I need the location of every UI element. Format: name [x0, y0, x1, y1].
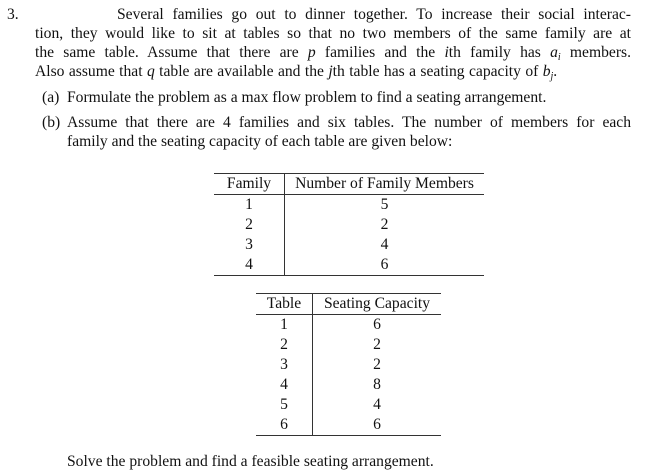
text: Also assume that: [35, 63, 147, 80]
header-family: Family: [214, 174, 285, 195]
cell: 6: [380, 256, 389, 273]
text: families and the: [315, 44, 445, 61]
part-b-line-1: Assume that there are 4 families and six tables. The number of members for each: [67, 114, 631, 131]
table-row: [256, 395, 441, 415]
part-a-text: Formulate the problem as a max flow problem to find a seating arrangement.: [67, 89, 547, 106]
cell: 4: [373, 396, 381, 413]
text: th table has a seating capacity of: [332, 63, 543, 80]
part-b-label: (b): [42, 114, 61, 131]
cell: 2: [256, 335, 313, 355]
text: the same table. Assume that there are: [35, 44, 308, 61]
seating-table: [256, 293, 441, 436]
problem-number: 3.: [7, 6, 19, 23]
cell: 2: [380, 216, 389, 233]
math-a: a: [550, 44, 558, 61]
problem-line-4: [35, 62, 557, 81]
families-table: [214, 173, 484, 276]
table-row: [256, 375, 441, 395]
table-row: [214, 255, 484, 276]
text: members.: [560, 44, 631, 61]
cell: 5: [380, 196, 389, 213]
header-table: Table: [256, 294, 313, 315]
math-p: p: [307, 44, 316, 61]
table-row: [214, 215, 484, 235]
table-row: [214, 195, 484, 216]
math-j: j: [328, 63, 333, 80]
cell: 1: [214, 195, 285, 216]
problem-line-1: Several families go out to dinner together. To increase their social interac-: [117, 6, 631, 23]
table-row: [256, 355, 441, 375]
cell: 3: [256, 355, 313, 375]
cell: 4: [214, 255, 285, 276]
table-header-row: [256, 294, 441, 315]
table-row: [256, 335, 441, 355]
table-row: [214, 235, 484, 255]
table-row: [256, 315, 441, 336]
math-q: q: [146, 63, 155, 80]
math-i: i: [444, 44, 449, 61]
text: table are available and the: [154, 63, 329, 80]
math-b: b: [542, 63, 551, 80]
cell: 3: [214, 235, 285, 255]
table-header-row: [214, 174, 484, 195]
cell: 6: [256, 415, 313, 436]
header-capacity: Seating Capacity: [313, 294, 442, 315]
part-b-line-2: family and the seating capacity of each table are given below:: [67, 133, 453, 150]
cell: 4: [380, 236, 389, 253]
cell: 8: [373, 376, 381, 393]
cell: 5: [256, 395, 313, 415]
text: th family has: [448, 44, 551, 61]
math-sub-j: j: [550, 71, 554, 82]
problem-line-3: [35, 43, 631, 62]
cell: 2: [373, 336, 381, 353]
part-a-label: (a): [42, 89, 60, 106]
closing-text: Solve the problem and find a feasible seating arrangement.: [67, 453, 434, 470]
cell: 1: [256, 315, 313, 336]
math-sub-i: i: [557, 52, 561, 63]
cell: 6: [373, 316, 381, 333]
cell: 2: [373, 356, 381, 373]
problem-line-2: tion, they would like to sit at tables so that no two members of the same family are at: [35, 25, 631, 42]
cell: 4: [256, 375, 313, 395]
cell: 2: [214, 215, 285, 235]
cell: 6: [373, 416, 381, 433]
header-members: Number of Family Members: [285, 174, 485, 195]
table-row: [256, 415, 441, 436]
text: .: [553, 63, 558, 80]
